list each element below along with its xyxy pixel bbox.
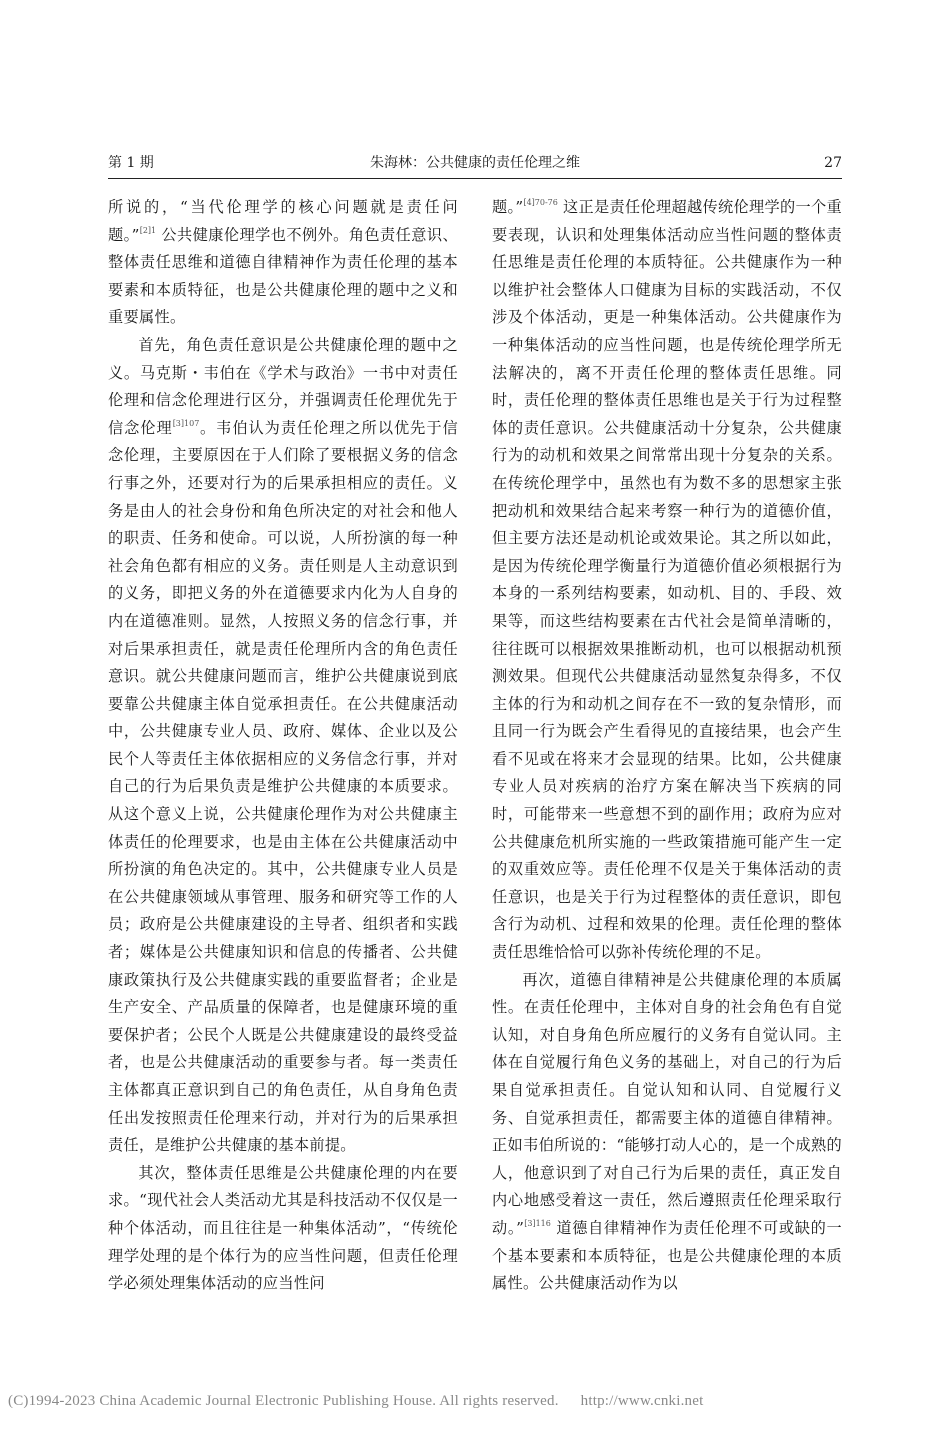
left-column [108, 194, 458, 1298]
text-run: 再次，道德自律精神是公共健康伦理的本质属性。在责任伦理中，主体对自身的社会角色有自觉认知，对自身角色所应履行的义务有自觉认同。主体在自觉履行角色义务的基础上，对自己的行为后果自觉承担责任。自觉认知和认同、自觉履行义务、自觉承担责任，都需要主体的道德自律精神。正如韦伯所说的：“能够打动人心的，是一个成熟的人，他意识到了对自己行为后果的责任，真正发自内心地感受着这一责任，然后遵照责任伦理采取行动。” [492, 970, 842, 1237]
text-run: 公共健康伦理学也不例外。角色责任意识、整体责任思维和道德自律精神作为责任伦理的基本要素和本质特征，也是公共健康伦理的题中之义和重要属性。 [108, 225, 458, 327]
running-header [108, 152, 842, 174]
paragraph-continued [108, 194, 458, 332]
copyright-footer [8, 1393, 942, 1410]
citation-ref[interactable]: [3]107 [172, 418, 200, 428]
paragraph-holistic-thinking [108, 1160, 458, 1298]
text-run: 所说的，“当代伦理学的核心问题就是责任问题。” [108, 198, 458, 244]
citation-ref[interactable]: [2]1 [139, 225, 157, 235]
paragraph-role-responsibility [108, 332, 458, 1160]
text-run: 题。” [492, 198, 524, 216]
paragraph-continued [492, 194, 842, 967]
header-rule [108, 178, 842, 179]
paragraph-moral-self-discipline [492, 967, 842, 1298]
citation-ref[interactable]: [4]70-76 [523, 198, 558, 207]
issue-number: 第 1 期 [108, 155, 154, 171]
text-run: 这正是责任伦理超越传统伦理学的一个重要表现，认识和处理集体活动应当性问题的整体责任思维是责任伦理的本质特征。公共健康作为一种以维护社会整体人口健康为目标的实践活动，不仅涉及个体活动，更是一种集体活动。公共健康作为一种集体活动的应当性问题，也是传统伦理学所无法解决的，离不开责任伦理的整体责任思维。同时，责任伦理的整体责任思维也是关于行为过程整体的责任意识。公共健康活动十分复杂，公共健康行为的动机和效果之间常常出现十分复杂的关系。在传统伦理学中，虽然也有为数不多的思想家主张把动机和效果结合起来考察一种行为的道德价值，但主要方法还是动机论或效果论。其之所以如此，是因为传统伦理学衡量行为道德价值必须根据行为本身的一系列结构要素，如动机、目的、手段、效果等，而这些结构要素在古代社会是简单清晰的，往往既可以根据效果推断动机，也可以根据动机预测效果。但现代公共健康活动显然复杂得多，不仅主体的行为和动机之间存在不一致的复杂情形，而且同一行为既会产生看得见的直接结果，也会产生看不见或在将来才会显现的结果。比如，公共健康专业人员对疾病的治疗方案在解决当下疾病的同时，可能带来一些意想不到的副作用；政府为应对公共健康危机所实施的一些政策措施可能产生一定的双重效应等。责任伦理不仅是关于集体活动的责任意识，也是关于行为过程整体的责任意识，即包含行为动机、过程和效果的伦理。责任伦理的整体责任思维恰恰可以弥补传统伦理的不足。 [492, 198, 842, 962]
citation-ref[interactable]: [3]116 [524, 1218, 551, 1228]
copyright-text: (C)1994-2023 China Academic Journal Electronic Publishing House. All rights reserved. [8, 1393, 559, 1409]
page-number: 27 [824, 155, 842, 171]
right-column [492, 194, 842, 1298]
text-run: 道德自律精神作为责任伦理不可或缺的一个基本要素和本质特征，也是公共健康伦理的本质属性。公共健康活动作为以 [492, 1218, 842, 1293]
text-run: 首先，角色责任意识是公共健康伦理的题中之义。马克斯・韦伯在《学术与政治》一书中对责任伦理和信念伦理进行区分，并强调责任伦理优先于信念伦理 [108, 335, 458, 437]
text-run: 。韦伯认为责任伦理之所以优先于信念伦理，主要原因在于人们除了要根据义务的信念行事之外，还要对行为的后果承担相应的责任。义务是由人的社会身份和角色所决定的对社会和他人的职责、任务和使命。可以说，人所扮演的每一种社会角色都有相应的义务。责任则是人主动意识到的义务，即把义务的外在道德要求内化为人自身的内在道德准则。显然，人按照义务的信念行事，并对后果承担责任，就是责任伦理所内含的角色责任意识。就公共健康问题而言，维护公共健康说到底要靠公共健康主体自觉承担责任。在公共健康活动中，公共健康专业人员、政府、媒体、企业以及公民个人等责任主体依据相应的义务信念行事，并对自己的行为后果负责是维护公共健康的本质要求。从这个意义上说，公共健康伦理作为对公共健康主体责任的伦理要求，也是由主体在公共健康活动中所扮演的角色决定的。其中，公共健康专业人员是在公共健康领域从事管理、服务和研究等工作的人员；政府是公共健康建设的主导者、组织者和实践者；媒体是公共健康知识和信息的传播者、公共健康政策执行及公共健康实践的重要监督者；企业是生产安全、产品质量的保障者，也是健康环境的重要保护者；公民个人既是公共健康建设的最终受益者，也是公共健康活动的重要参与者。每一类责任主体都真正意识到自己的角色责任，从自身角色责任出发按照责任伦理来行动，并对行为的后果承担责任，是维护公共健康的基本前提。 [108, 418, 458, 1155]
text-run: 其次，整体责任思维是公共健康伦理的内在要求。“现代社会人类活动尤其是科技活动不仅仅是一种个体活动，而且往往是一种集体活动”，“传统伦理学处理的是个体行为的应当性问题，但责任伦理学必须处理集体活动的应当性问 [108, 1163, 458, 1293]
running-title: 朱海林：公共健康的责任伦理之维 [370, 155, 580, 171]
footer-url-link[interactable]: http://www.cnki.net [580, 1393, 704, 1409]
